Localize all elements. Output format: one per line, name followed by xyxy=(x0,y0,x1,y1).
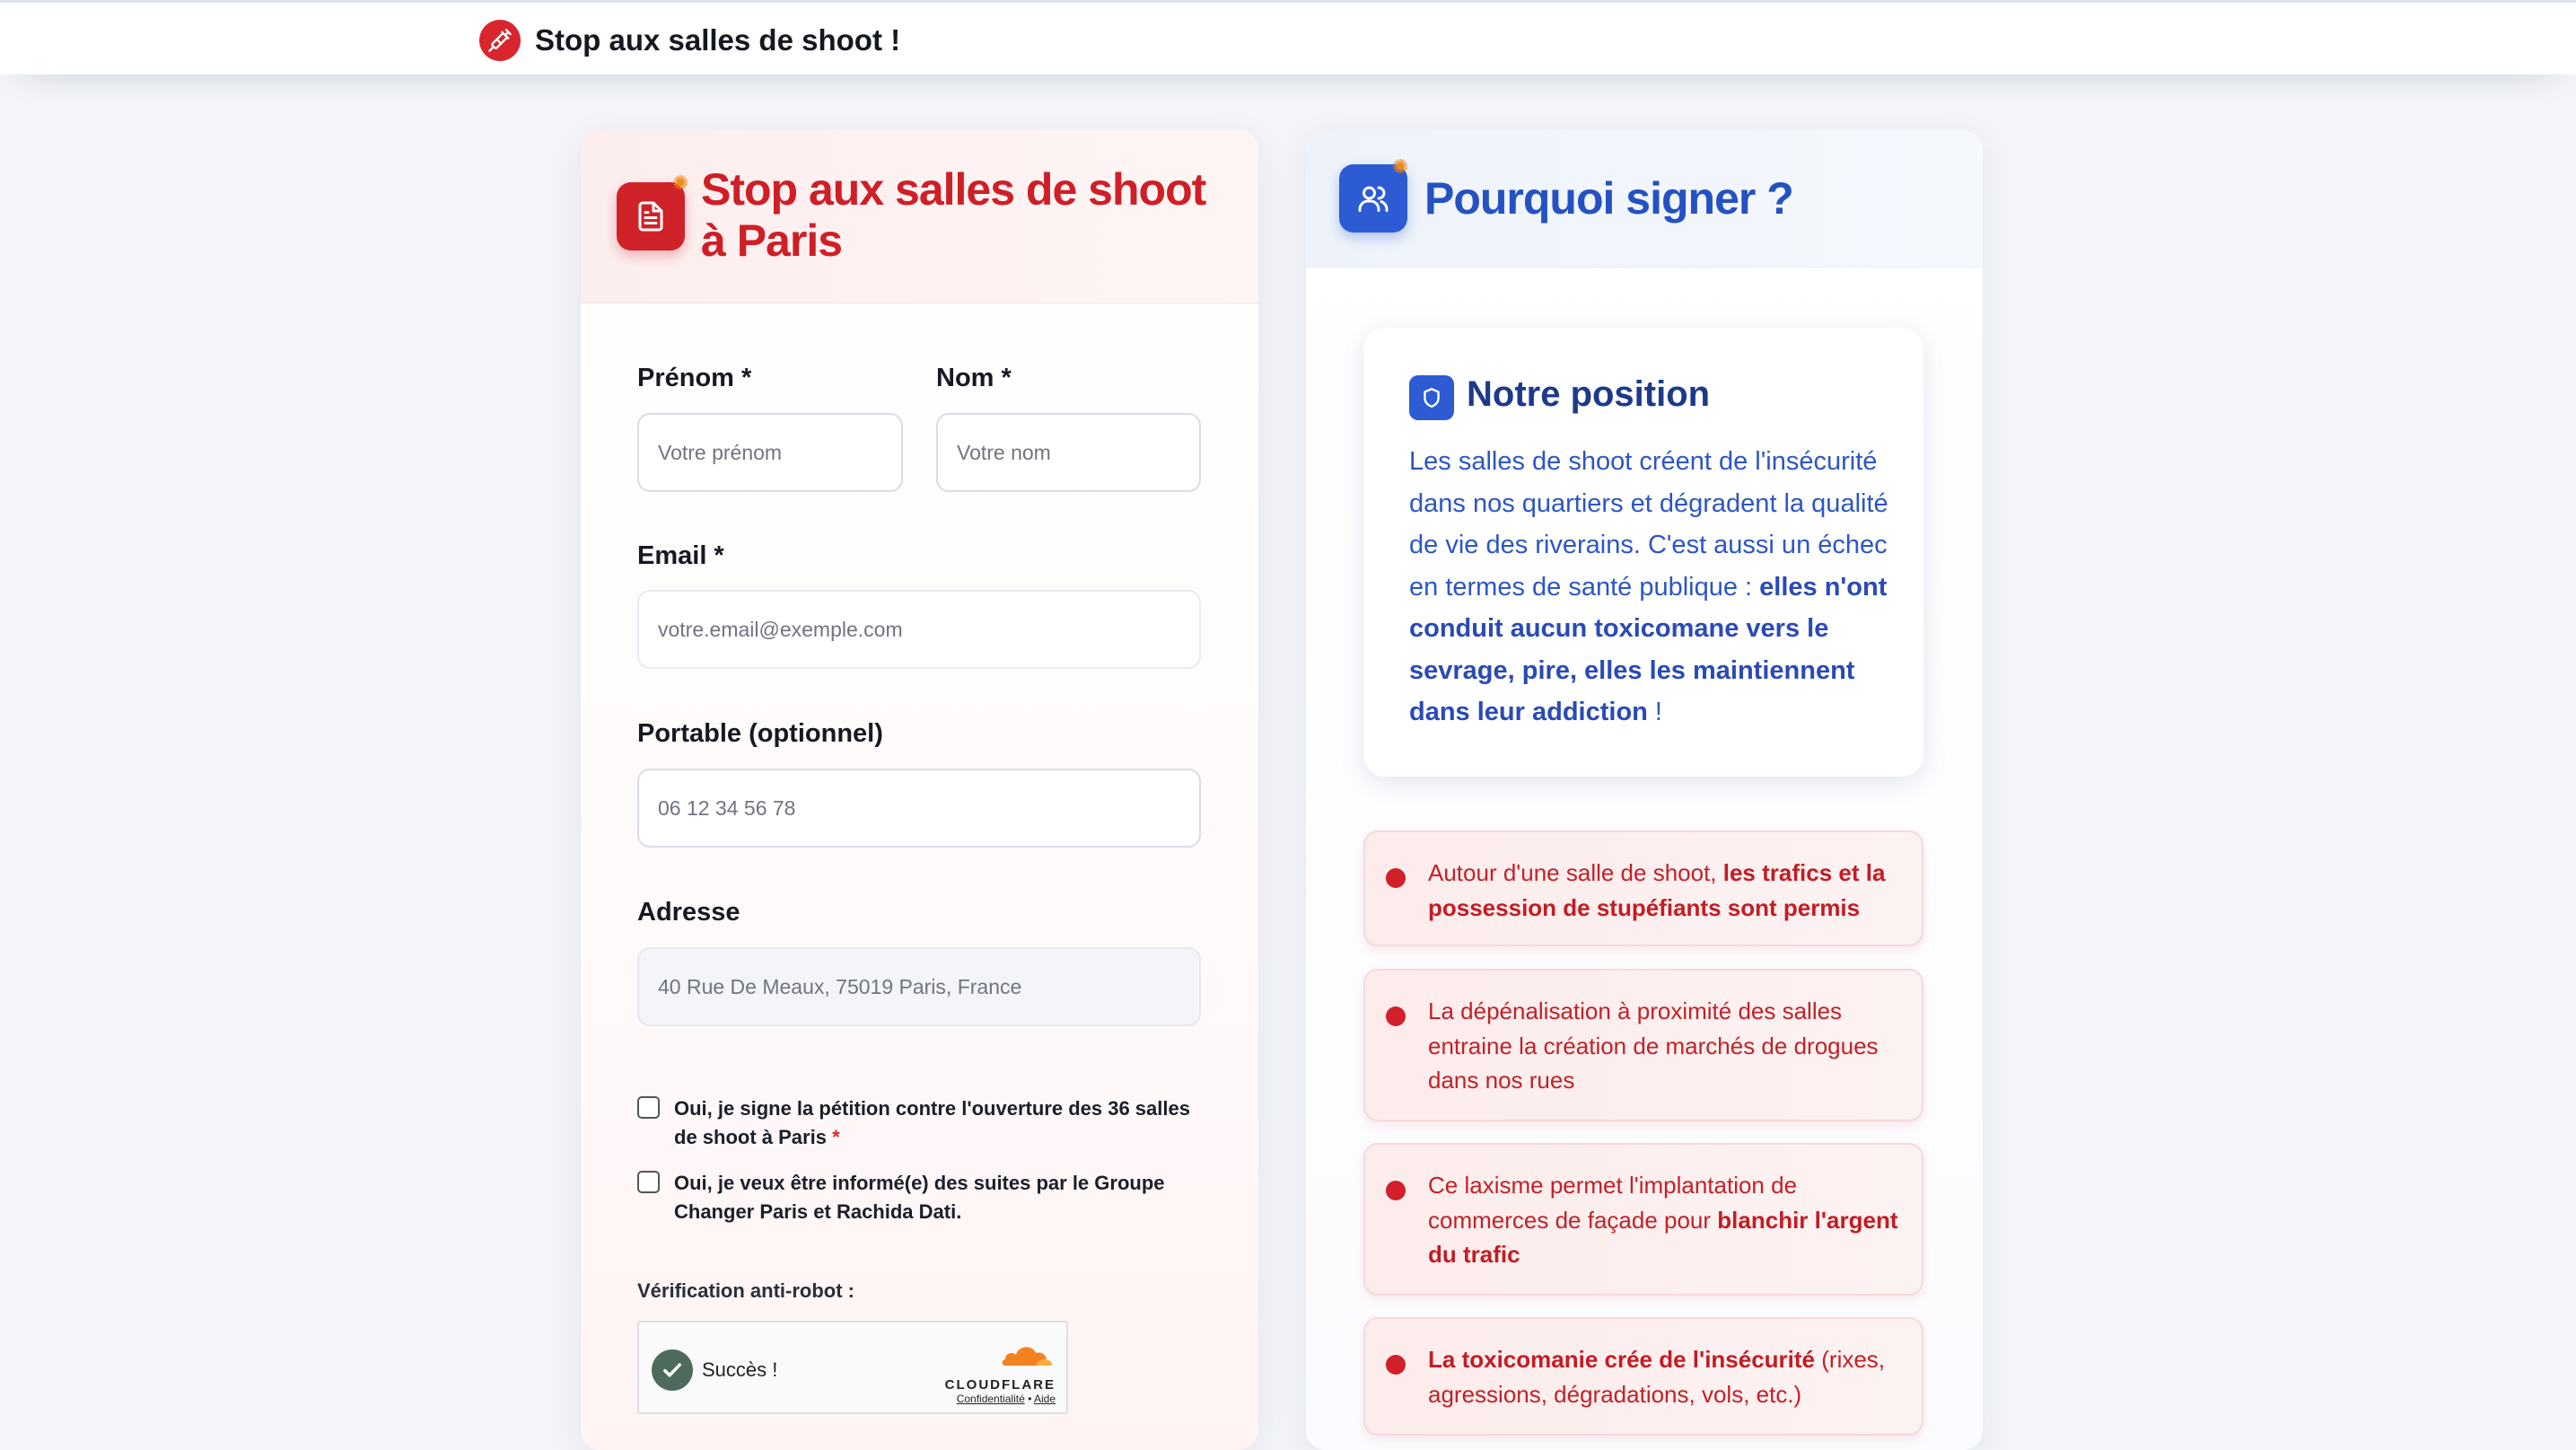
bullet-dot-icon xyxy=(1386,1006,1406,1026)
captcha-links xyxy=(939,1393,1056,1405)
first-name-label: Prénom * xyxy=(637,364,752,392)
address-label: Adresse xyxy=(637,898,740,927)
sign-petition-checkbox-row[interactable] xyxy=(637,1094,1212,1152)
argument-text: La dépénalisation à proximité des salles entraine la création de marchés de drogues dans nos rues xyxy=(1428,997,1879,1094)
argument-item xyxy=(1363,1317,1923,1436)
bullet-dot-icon xyxy=(1386,868,1406,888)
cloud-icon xyxy=(1000,1340,1056,1367)
argument-item xyxy=(1363,1143,1923,1296)
form-card-header xyxy=(581,130,1258,303)
help-link[interactable]: Aide xyxy=(1033,1393,1056,1405)
argument-text: Ce laxisme permet l'implantation de commerces de façade pour blanchir l'argent du trafic xyxy=(1428,1172,1898,1268)
petition-form-card xyxy=(581,130,1258,1450)
mobile-input[interactable] xyxy=(637,769,1201,848)
argument-item xyxy=(1363,830,1923,946)
first-name-input[interactable] xyxy=(637,413,903,492)
position-title: Notre position xyxy=(1467,374,1711,414)
cloudflare-wordmark: CLOUDFLARE xyxy=(944,1377,1056,1393)
inform-checkbox-row[interactable] xyxy=(637,1169,1212,1226)
inform-checkbox[interactable] xyxy=(637,1171,660,1193)
bullet-dot-icon xyxy=(1386,1181,1406,1200)
argument-text: Autour d'une salle de shoot, les trafics et la possession de stupéfiants sont permis xyxy=(1428,859,1886,921)
last-name-input[interactable] xyxy=(936,413,1201,492)
bullet-dot-icon xyxy=(1386,1355,1406,1375)
last-name-label: Nom * xyxy=(936,364,1012,392)
inform-label[interactable]: Oui, je veux être informé(e) des suites par le Groupe Changer Paris et Rachida Dati. xyxy=(674,1172,1165,1223)
site-title[interactable]: Stop aux salles de shoot ! xyxy=(535,23,901,57)
why-sign-card xyxy=(1306,130,1983,1450)
privacy-link[interactable]: Confidentialité xyxy=(956,1393,1025,1405)
why-sign-header xyxy=(1306,130,1983,268)
shield-icon xyxy=(1409,375,1454,420)
cloudflare-logo xyxy=(939,1340,1056,1405)
mobile-label: Portable (optionnel) xyxy=(637,719,883,748)
position-card xyxy=(1363,328,1923,777)
why-sign-title: Pourquoi signer ? xyxy=(1424,173,1793,224)
position-text: Les salles de shoot créent de l'insécurité dans nos quartiers et dégradent la qualité de vie des riverains. C'est aussi un échec en termes de santé publique : elles n'ont conduit aucun toxicomane vers le sevrage, pire, elles les maintiennent dans leur addiction ! xyxy=(1409,447,1888,726)
sign-petition-checkbox[interactable] xyxy=(637,1096,660,1119)
sparkle-icon: ✺ xyxy=(1392,155,1409,178)
address-input[interactable] xyxy=(637,947,1201,1026)
captcha-label: Vérification anti-robot : xyxy=(637,1279,854,1302)
captcha-status: Succès ! xyxy=(702,1358,778,1381)
top-bar xyxy=(0,0,2576,75)
argument-item xyxy=(1363,969,1923,1121)
check-icon xyxy=(652,1349,693,1391)
email-label: Email * xyxy=(637,541,724,570)
sparkle-icon: ✺ xyxy=(672,171,689,194)
link-separator: • xyxy=(1028,1393,1032,1405)
form-title: Stop aux salles de shoot à Paris xyxy=(701,164,1206,266)
syringe-icon[interactable] xyxy=(479,20,521,61)
argument-text: La toxicomanie crée de l'insécurité (rixes, agressions, dégradations, vols, etc.) xyxy=(1428,1346,1886,1408)
email-input[interactable] xyxy=(637,590,1201,669)
captcha-widget[interactable] xyxy=(637,1321,1068,1414)
sign-petition-label[interactable]: Oui, je signe la pétition contre l'ouverture des 36 salles de shoot à Paris * xyxy=(674,1097,1190,1148)
